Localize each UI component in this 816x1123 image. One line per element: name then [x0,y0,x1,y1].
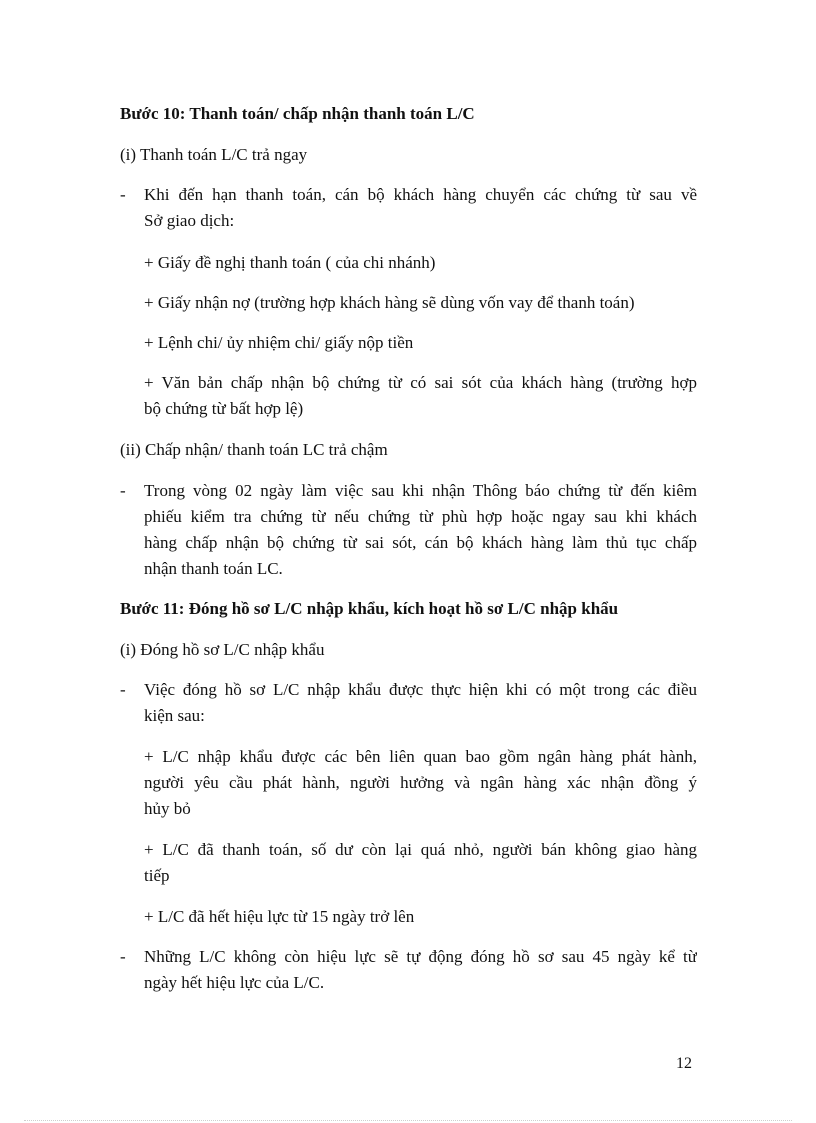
step11-item1-line2: người yêu cầu phát hành, người hưởng và ngân hàng xác nhận đồng ý [144,773,697,792]
step10-bullet2-line1: Trong vòng 02 ngày làm việc sau khi nhận Thông báo chứng từ đến kiêm [144,481,697,500]
step10-item3: + Lệnh chi/ ủy nhiệm chi/ giấy nộp tiền [144,333,414,352]
step11-bullet2-line1: Những L/C không còn hiệu lực sẽ tự động đóng hồ sơ sau 45 ngày kể từ [144,947,697,966]
step10-sub-ii: (ii) Chấp nhận/ thanh toán LC trả chậm [120,440,388,459]
step10-item4-line2: bộ chứng từ bất hợp lệ) [144,399,304,418]
step11-bullet2-line2: ngày hết hiệu lực của L/C. [144,973,325,992]
step10-bullet1-line1: Khi đến hạn thanh toán, cán bộ khách hàng chuyển các chứng từ sau về [144,185,697,204]
step10-item2: + Giấy nhận nợ (trường hợp khách hàng sẽ dùng vốn vay để thanh toán) [144,293,635,312]
step11-item3: + L/C đã hết hiệu lực từ 15 ngày trở lên [144,907,415,926]
step11-bullet1-line2: kiện sau: [144,706,205,725]
step11-item2-line2: tiếp [144,866,170,885]
step10-bullet2-line2: phiếu kiểm tra chứng từ nếu chứng từ phù hợp hoặc ngay sau khi khách [144,507,697,526]
step10-item4-line1: + Văn bản chấp nhận bộ chứng từ có sai sót của khách hàng (trường hợp [144,373,697,392]
bullet-dash: - [120,481,126,500]
step10-bullet2-line4: nhận thanh toán LC. [144,559,283,578]
bullet-dash: - [120,680,126,699]
step10-sub-i: (i) Thanh toán L/C trả ngay [120,145,308,164]
step11-sub-i: (i) Đóng hồ sơ L/C nhập khẩu [120,640,325,659]
page-bottom-divider [24,1120,792,1121]
step11-bullet1-line1: Việc đóng hồ sơ L/C nhập khẩu được thực hiện khi có một trong các điều [144,680,697,699]
bullet-dash: - [120,947,126,966]
step10-bullet1-line2: Sở giao dịch: [144,211,235,230]
step10-item1: + Giấy đề nghị thanh toán ( của chi nhánh) [144,253,436,272]
step10-heading: Bước 10: Thanh toán/ chấp nhận thanh toán L/C [120,104,475,123]
step11-item1-line1: + L/C nhập khẩu được các bên liên quan bao gồm ngân hàng phát hành, [144,747,697,766]
step10-bullet2-line3: hàng chấp nhận bộ chứng từ sai sót, cán bộ khách hàng làm thủ tục chấp [144,533,697,552]
page-number: 12 [676,1055,692,1072]
step11-heading: Bước 11: Đóng hồ sơ L/C nhập khẩu, kích hoạt hồ sơ L/C nhập khẩu [120,599,619,618]
step11-item1-line3: hủy bỏ [144,799,191,818]
bullet-dash: - [120,185,126,204]
step11-item2-line1: + L/C đã thanh toán, số dư còn lại quá nhỏ, người bán không giao hàng [144,840,697,859]
